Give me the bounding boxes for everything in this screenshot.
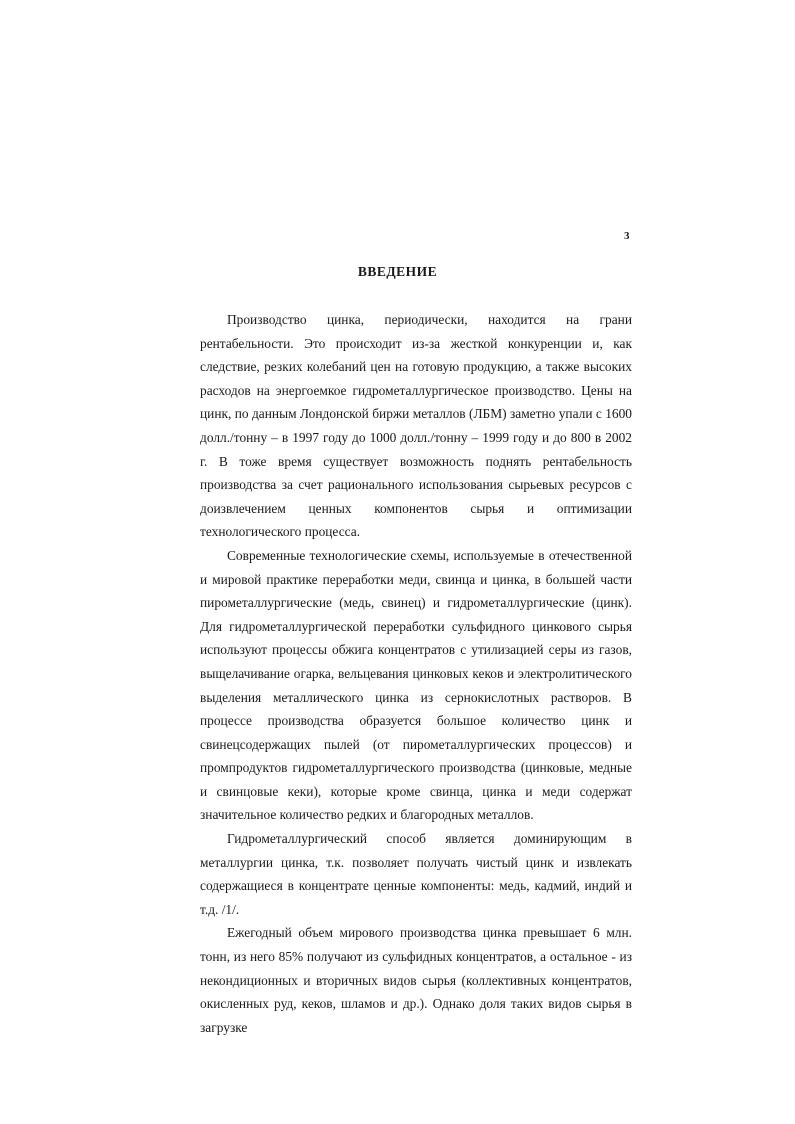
- body-text: [200, 308, 632, 1039]
- paragraph: Гидрометаллургический способ является доминирующим в металлургии цинка, т.к. позволяет получать чистый цинк и извлекать содержащиеся в концентрате ценные компоненты: медь, кадмий, индий и т.д. /1/.: [200, 831, 632, 917]
- paragraph: Производство цинка, периодически, находится на грани рентабельности. Это происходит из-за жесткой конкуренции и, как следствие, резких колебаний цен на готовую продукцию, а также высоких расходов на энергоемкое гидрометаллургическое производство. Цены на цинк, по данным Лондонской биржи металлов (ЛБМ) заметно упали с 1600 долл./тонну – в 1997 году до 1000 долл./тонну – 1999 году и до 800 в 2002 г. В тоже время существует возможность поднять рентабельность производства за счет рационального использования сырьевых ресурсов с доизвлечением ценных компонентов сырья и оптимизации технологического процесса.: [200, 312, 632, 540]
- page-number: 3: [624, 230, 630, 242]
- paragraph: Ежегодный объем мирового производства цинка превышает 6 млн. тонн, из него 85% получают из сульфидных концентратов, а остальное - из некондиционных и вторичных видов сырья (коллективных концентратов, окисленных руд, кеков, шламов и др.). Однако доля таких видов сырья в загрузке: [200, 925, 632, 1035]
- paragraph: Современные технологические схемы, используемые в отечественной и мировой практике переработки меди, свинца и цинка, в большей части пирометаллургические (медь, свинец) и гидрометаллургические (цинк). Для гидрометаллургической переработки сульфидного цинкового сырья используют процессы обжига концентратов с утилизацией серы из газов, выщелачивание огарка, вельцевания цинковых кеков и электролитического выделения металлического цинка из сернокислотных растворов. В процессе производства образуется большое количество цинк и свинецсодержащих пылей (от пирометаллургических процессов) и промпродуктов гидрометаллургического производства (цинковые, медные и свинцовые кеки), которые кроме свинца, цинка и меди содержат значительное количество редких и благородных металлов.: [200, 547, 632, 823]
- section-heading: ВВЕДЕНИЕ: [357, 264, 438, 279]
